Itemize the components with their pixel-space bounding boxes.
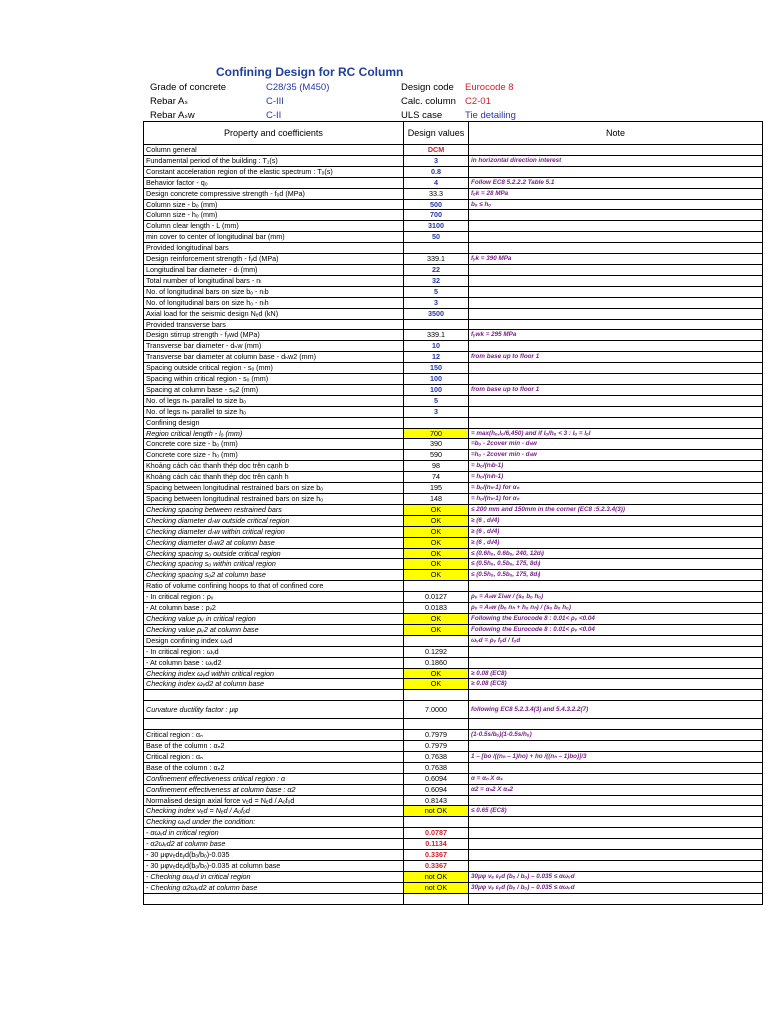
property-cell: Total number of longitudinal bars - nₗ [144, 275, 404, 286]
note-cell: fₒk = 28 MPa [469, 188, 763, 199]
property-cell: Checking diameter dₕw2 at column base [144, 537, 404, 548]
table-row [144, 199, 763, 210]
note-cell: = hₒ/(nₕ-1) for αₙ [469, 494, 763, 505]
note-cell: = bₒ/(nₗb-1) [469, 461, 763, 472]
design-value-cell: OK [404, 559, 469, 570]
property-cell [144, 719, 404, 730]
table-row [144, 741, 763, 752]
property-cell: Column size - hₒ (mm) [144, 210, 404, 221]
property-cell: Concrete core size - bₒ (mm) [144, 439, 404, 450]
table-row [144, 374, 763, 385]
note-cell [469, 719, 763, 730]
design-value-cell: 0.1292 [404, 646, 469, 657]
note-cell: ≥ 0.08 (EC8) [469, 679, 763, 690]
table-row [144, 751, 763, 762]
table-row [144, 624, 763, 635]
note-cell: from base up to floor 1 [469, 384, 763, 395]
property-cell: Spacing between longitudinal restrained bars on size bₒ [144, 483, 404, 494]
design-value-cell: not OK [404, 806, 469, 817]
property-cell: Column size - bₒ (mm) [144, 199, 404, 210]
table-row [144, 472, 763, 483]
table-row [144, 384, 763, 395]
header-property: Property and coefficients [144, 122, 404, 145]
design-value-cell: 700 [404, 210, 469, 221]
note-cell [469, 232, 763, 243]
note-cell: = max(hₒ,lₒ/6,450) and if lₒ/hₒ < 3 : lₒ = lₒl [469, 428, 763, 439]
note-cell: α2 = αₙ2 X αₛ2 [469, 784, 763, 795]
note-cell [469, 762, 763, 773]
note-cell: ρᵥ = Aₕw Σlₕw / (sₒ bₒ hₒ) [469, 592, 763, 603]
note-cell [469, 817, 763, 828]
property-cell: Critical region : αₙ [144, 751, 404, 762]
table-row [144, 264, 763, 275]
table-row [144, 352, 763, 363]
property-cell: Column general [144, 145, 404, 156]
note-cell: ≤ (0.5hₒ, 0.5bₒ, 175, 8dₗ) [469, 559, 763, 570]
design-value-cell: 5 [404, 395, 469, 406]
calc-column-label: Calc. column [401, 96, 456, 107]
table-row [144, 395, 763, 406]
property-cell: Design concrete compressive strength - fₒd (MPa) [144, 188, 404, 199]
note-cell [469, 741, 763, 752]
table-row [144, 537, 763, 548]
note-cell [469, 286, 763, 297]
design-value-cell: 195 [404, 483, 469, 494]
design-value-cell: 500 [404, 199, 469, 210]
design-value-cell: OK [404, 679, 469, 690]
note-cell [469, 308, 763, 319]
property-cell: No. of longitudinal bars on size bₒ - nₗb [144, 286, 404, 297]
note-cell [469, 828, 763, 839]
design-value-cell: 0.1134 [404, 839, 469, 850]
table-row [144, 515, 763, 526]
property-cell: No. of legs nₕ parallel to size hₒ [144, 406, 404, 417]
design-value-cell [404, 719, 469, 730]
design-value-cell [404, 581, 469, 592]
design-value-cell [404, 417, 469, 428]
table-row [144, 850, 763, 861]
property-cell: Spacing within critical region - sₒ (mm) [144, 374, 404, 385]
property-cell: - αωᵥd in critical region [144, 828, 404, 839]
table-row [144, 210, 763, 221]
table-row [144, 817, 763, 828]
design-code-value: Eurocode 8 [465, 82, 514, 93]
design-value-cell: 12 [404, 352, 469, 363]
table-row [144, 417, 763, 428]
table-row [144, 635, 763, 646]
note-cell [469, 657, 763, 668]
property-cell: Transverse bar diameter - dₕw (mm) [144, 341, 404, 352]
table-row [144, 319, 763, 330]
design-value-cell [404, 893, 469, 904]
property-cell: Confinement effectiveness critical region : α [144, 773, 404, 784]
property-cell: Checking index νₑd = Nₑd / Aₒfₒd [144, 806, 404, 817]
property-cell: Design confining index ωᵥd [144, 635, 404, 646]
table-row [144, 646, 763, 657]
note-cell [469, 795, 763, 806]
design-value-cell: OK [404, 515, 469, 526]
table-row [144, 145, 763, 156]
rebar-asw-label: Rebar Aₛw [150, 110, 195, 121]
table-header-row [144, 122, 763, 145]
design-value-cell: 0.1860 [404, 657, 469, 668]
property-cell: Region critical length - lₒ (mm) [144, 428, 404, 439]
table-row [144, 308, 763, 319]
note-cell: ≥ (6 , dₗ/4) [469, 526, 763, 537]
property-cell: Checking index ωᵥd2 at column base [144, 679, 404, 690]
note-cell [469, 374, 763, 385]
property-cell: Concrete core size - hₒ (mm) [144, 450, 404, 461]
property-cell: Longitudinal bar diameter - dₗ (mm) [144, 264, 404, 275]
note-cell [469, 646, 763, 657]
note-cell [469, 839, 763, 850]
property-cell: Checking spacing sₒ outside critical region [144, 548, 404, 559]
property-cell: Confining design [144, 417, 404, 428]
table-row [144, 773, 763, 784]
design-value-cell: 100 [404, 384, 469, 395]
table-row [144, 603, 763, 614]
note-cell [469, 893, 763, 904]
design-value-cell [404, 817, 469, 828]
note-cell: 30μφ νₑ εᵧd (bₒ / bₒ) – 0.035 ≤ αωᵥd [469, 871, 763, 882]
table-row [144, 243, 763, 254]
property-cell: - In critical region : ρᵥ [144, 592, 404, 603]
property-cell: Spacing outside critical region - sₒ (mm) [144, 363, 404, 374]
note-cell [469, 210, 763, 221]
property-cell: Spacing at column base - sₒ2 (mm) [144, 384, 404, 395]
design-value-cell: 390 [404, 439, 469, 450]
note-cell [469, 406, 763, 417]
property-cell: Checking ωᵥd under the condition: [144, 817, 404, 828]
property-cell: Base of the column : αₙ2 [144, 762, 404, 773]
design-value-cell [404, 690, 469, 701]
design-value-cell: 150 [404, 363, 469, 374]
table-row [144, 286, 763, 297]
note-cell [469, 221, 763, 232]
table-row [144, 254, 763, 265]
table-row [144, 188, 763, 199]
table-row [144, 882, 763, 893]
note-cell [469, 319, 763, 330]
note-cell: Following the Eurocode 8 : 0.01< ρᵥ <0.04 [469, 624, 763, 635]
note-cell: =hₒ - 2cover min - dₕw [469, 450, 763, 461]
property-cell: Curvature ductility factor : μφ [144, 701, 404, 719]
table-row [144, 548, 763, 559]
table-row [144, 330, 763, 341]
table-row [144, 559, 763, 570]
note-cell: (1-0.5s/bₒ)(1-0.5s/hₒ) [469, 730, 763, 741]
table-row [144, 406, 763, 417]
design-value-cell: 3 [404, 297, 469, 308]
design-value-cell: OK [404, 668, 469, 679]
note-cell: ρᵥ = Aₕw (bₒ nₕ + hₒ nₕ) / (sₒ bₒ hₒ) [469, 603, 763, 614]
table-row [144, 613, 763, 624]
note-cell: ≤ (0.6hₒ, 0.6bₒ, 240, 12dₗ) [469, 548, 763, 559]
note-cell [469, 341, 763, 352]
note-cell: ≥ 0.08 (EC8) [469, 668, 763, 679]
note-cell [469, 690, 763, 701]
property-cell: - Checking α2ωᵥd2 at column base [144, 882, 404, 893]
design-value-cell: 0.7979 [404, 730, 469, 741]
table-row [144, 701, 763, 719]
design-value-cell: 700 [404, 428, 469, 439]
design-value-cell: 0.0787 [404, 828, 469, 839]
uls-case-value: Tie detailing [465, 110, 516, 121]
note-cell [469, 860, 763, 871]
design-value-cell: OK [404, 613, 469, 624]
table-row [144, 483, 763, 494]
design-value-cell: 0.0183 [404, 603, 469, 614]
property-cell: - Checking αωᵥd in critical region [144, 871, 404, 882]
design-value-cell: not OK [404, 882, 469, 893]
property-cell: Design reinforcement strength - fᵧd (MPa) [144, 254, 404, 265]
note-cell: = bₒ/(nₕ-1) for αₙ [469, 483, 763, 494]
property-cell: Behavior factor - q₀ [144, 177, 404, 188]
note-cell: following EC8 5.2.3.4(3) and 5.4.3.2.2(7) [469, 701, 763, 719]
note-cell [469, 145, 763, 156]
grade-label: Grade of concrete [150, 82, 227, 93]
property-cell: Checking diameter dₕw within critical region [144, 526, 404, 537]
table-row [144, 871, 763, 882]
property-cell: Constant acceleration region of the elastic spectrum : Tₒ(s) [144, 166, 404, 177]
design-value-cell: 74 [404, 472, 469, 483]
table-row [144, 657, 763, 668]
table-row [144, 428, 763, 439]
note-cell [469, 417, 763, 428]
table-row [144, 719, 763, 730]
uls-case-label: ULS case [401, 110, 443, 121]
table-row [144, 275, 763, 286]
header-design-values: Design values [404, 122, 469, 145]
design-value-cell: 10 [404, 341, 469, 352]
property-cell: Provided longitudinal bars [144, 243, 404, 254]
property-cell: No. of legs nₕ parallel to size bₒ [144, 395, 404, 406]
design-value-cell: 0.7979 [404, 741, 469, 752]
design-value-cell [404, 319, 469, 330]
design-value-cell: 0.0127 [404, 592, 469, 603]
note-cell: ωᵥd = ρᵥ fᵧd / fₒd [469, 635, 763, 646]
table-row [144, 581, 763, 592]
property-cell: Ratio of volume confining hoops to that of confined core [144, 581, 404, 592]
table-row [144, 155, 763, 166]
property-cell: - At column base : ωᵥd2 [144, 657, 404, 668]
note-cell: Following the Eurocode 8 : 0.01< ρᵥ <0.04 [469, 613, 763, 624]
design-value-cell: 4 [404, 177, 469, 188]
design-value-cell: 98 [404, 461, 469, 472]
table-row [144, 504, 763, 515]
header-note: Note [469, 122, 763, 145]
note-cell [469, 297, 763, 308]
table-row [144, 166, 763, 177]
table-row [144, 461, 763, 472]
table-row [144, 592, 763, 603]
property-cell: Khoảng cách các thanh thép dọc trên cạnh b [144, 461, 404, 472]
property-cell: min cover to center of longitudinal bar (mm) [144, 232, 404, 243]
property-cell: Transverse bar diameter at column base - dₕw2 (mm) [144, 352, 404, 363]
design-value-cell [404, 635, 469, 646]
design-value-cell: 50 [404, 232, 469, 243]
property-cell: - α2ωᵥd2 at column base [144, 839, 404, 850]
note-cell [469, 275, 763, 286]
design-value-cell: OK [404, 570, 469, 581]
design-value-cell: OK [404, 526, 469, 537]
note-cell: = hₒ/(nₗh-1) [469, 472, 763, 483]
note-cell [469, 363, 763, 374]
table-row [144, 177, 763, 188]
design-value-cell: 3 [404, 155, 469, 166]
table-row [144, 730, 763, 741]
property-cell: Checking index ωᵥd within critical region [144, 668, 404, 679]
rebar-as-label: Rebar Aₛ [150, 96, 188, 107]
table-row [144, 494, 763, 505]
note-cell [469, 264, 763, 275]
design-table [143, 121, 763, 905]
table-row [144, 450, 763, 461]
table-row [144, 341, 763, 352]
design-value-cell: DCM [404, 145, 469, 156]
property-cell: Checking value ρᵥ2 at column base [144, 624, 404, 635]
note-cell: 30μφ νₑ εᵧd (bₒ / bₒ) – 0.035 ≤ αωᵥd [469, 882, 763, 893]
property-cell: - At column base : ρᵥ2 [144, 603, 404, 614]
property-cell: - 30 μφνₑdεᵧd(bₒ/bₒ)-0.035 [144, 850, 404, 861]
design-value-cell: 148 [404, 494, 469, 505]
note-cell [469, 581, 763, 592]
note-cell: Follow EC8 5.2.2.2 Table 5.1 [469, 177, 763, 188]
property-cell: Checking spacing sₒ2 at column base [144, 570, 404, 581]
property-cell: Fundamental period of the building : T₁(s) [144, 155, 404, 166]
property-cell: Design stirrup strength - fᵧwd (MPa) [144, 330, 404, 341]
table-row [144, 363, 763, 374]
table-row [144, 762, 763, 773]
table-row [144, 690, 763, 701]
design-value-cell: 22 [404, 264, 469, 275]
design-value-cell: 0.7638 [404, 762, 469, 773]
design-value-cell: 0.6094 [404, 773, 469, 784]
design-value-cell: 0.8 [404, 166, 469, 177]
table-row [144, 232, 763, 243]
table-row [144, 297, 763, 308]
note-cell [469, 243, 763, 254]
design-value-cell: 5 [404, 286, 469, 297]
property-cell: - In critical region : ωᵥd [144, 646, 404, 657]
design-value-cell: OK [404, 504, 469, 515]
note-cell: fᵧk = 390 MPa [469, 254, 763, 265]
table-row [144, 679, 763, 690]
note-cell [469, 166, 763, 177]
note-cell: =bₒ - 2cover min - dₕw [469, 439, 763, 450]
property-cell: Checking diameter dₕw outside critical region [144, 515, 404, 526]
page-title: Confining Design for RC Column [216, 65, 404, 79]
property-cell: Checking spacing sₒ within critical region [144, 559, 404, 570]
design-code-label: Design code [401, 82, 454, 93]
design-value-cell: 339.1 [404, 330, 469, 341]
calc-column-value: C2-01 [465, 96, 491, 107]
table-row [144, 526, 763, 537]
table-row [144, 828, 763, 839]
property-cell: Axial load for the seismic design Nₑd (kN) [144, 308, 404, 319]
note-cell [469, 395, 763, 406]
grade-value: C28/35 (M450) [266, 82, 330, 93]
design-value-cell: OK [404, 624, 469, 635]
property-cell: - 30 μφνₑdεᵧd(bₒ/bₒ)-0.035 at column base [144, 860, 404, 871]
design-value-cell: 339.1 [404, 254, 469, 265]
table-row [144, 806, 763, 817]
design-value-cell: 3 [404, 406, 469, 417]
design-value-cell: 33.3 [404, 188, 469, 199]
note-cell: in horizontal direction interest [469, 155, 763, 166]
design-value-cell: not OK [404, 871, 469, 882]
table-row [144, 893, 763, 904]
design-value-cell [404, 243, 469, 254]
property-cell: Column clear length - L (mm) [144, 221, 404, 232]
design-value-cell: 7.0000 [404, 701, 469, 719]
property-cell: Khoảng cách các thanh thép dọc trên cạnh h [144, 472, 404, 483]
note-cell: ≤ 200 mm and 150mm in the corner (EC8 :5.2.3.4(3)) [469, 504, 763, 515]
design-value-cell: 3100 [404, 221, 469, 232]
table-row [144, 784, 763, 795]
rebar-as-value: C-III [266, 96, 284, 107]
property-cell: Checking value ρᵥ in critical region [144, 613, 404, 624]
design-value-cell: 590 [404, 450, 469, 461]
property-cell: Confinement effectiveness at column base : α2 [144, 784, 404, 795]
note-cell: from base up to floor 1 [469, 352, 763, 363]
design-value-cell: 100 [404, 374, 469, 385]
note-cell [469, 850, 763, 861]
note-cell: 1 – [bo /((nₕ – 1)ho) + ho /((nₕ – 1)bo)]/3 [469, 751, 763, 762]
property-cell [144, 893, 404, 904]
design-value-cell: 0.3367 [404, 860, 469, 871]
property-cell: Provided transverse bars [144, 319, 404, 330]
table-row [144, 860, 763, 871]
note-cell: ≤ 0.65 (EC8) [469, 806, 763, 817]
property-cell: No. of longitudinal bars on size hₒ - nₗh [144, 297, 404, 308]
note-cell: fᵧwk = 295 MPa [469, 330, 763, 341]
property-cell: Critical region : αₙ [144, 730, 404, 741]
design-value-cell: 0.6094 [404, 784, 469, 795]
table-row [144, 795, 763, 806]
table-row [144, 839, 763, 850]
property-cell: Checking spacing between restrained bars [144, 504, 404, 515]
table-row [144, 668, 763, 679]
design-value-cell: OK [404, 548, 469, 559]
design-value-cell: 0.7638 [404, 751, 469, 762]
note-cell: ≥ (6 , dₗ/4) [469, 515, 763, 526]
property-cell: Spacing between longitudinal restrained bars on size hₒ [144, 494, 404, 505]
note-cell: bₒ ≤ hₒ [469, 199, 763, 210]
design-value-cell: 3500 [404, 308, 469, 319]
table-row [144, 439, 763, 450]
note-cell: ≤ (0.5hₒ, 0.5bₒ, 175, 8dₗ) [469, 570, 763, 581]
design-value-cell: 0.3367 [404, 850, 469, 861]
design-value-cell: 0.8143 [404, 795, 469, 806]
table-row [144, 221, 763, 232]
design-value-cell: 32 [404, 275, 469, 286]
property-cell: Normalised design axial force νₑd = Nₑd / Aₒfₒd [144, 795, 404, 806]
design-value-cell: OK [404, 537, 469, 548]
note-cell: ≥ (6 , dₗ/4) [469, 537, 763, 548]
note-cell: α = αₙ X αₛ [469, 773, 763, 784]
property-cell [144, 690, 404, 701]
property-cell: Base of the column : αₙ2 [144, 741, 404, 752]
table-row [144, 570, 763, 581]
rebar-asw-value: C-II [266, 110, 282, 121]
